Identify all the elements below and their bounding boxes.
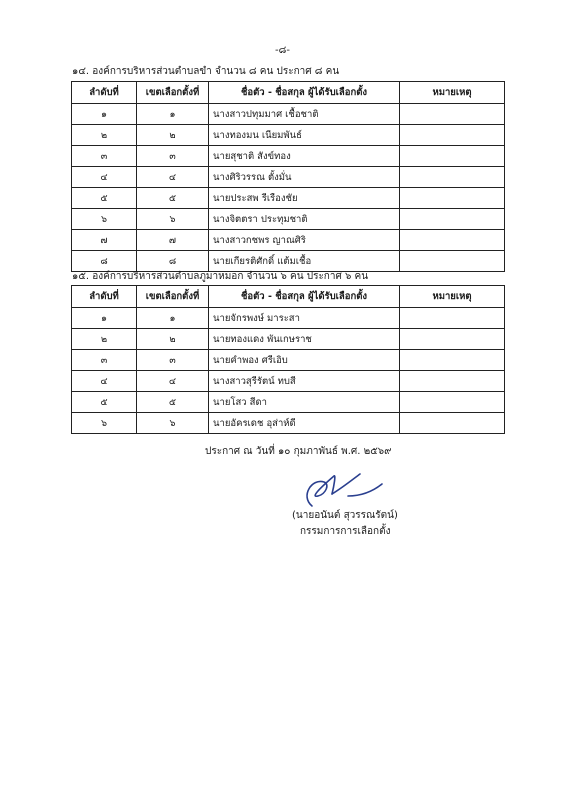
table-row [72,329,505,350]
name-cell: นางศิริวรรณ ตั้งมั่น [209,167,400,188]
district-cell: ๒ [137,329,209,350]
order-cell: ๖ [72,209,137,230]
section-15-table [71,285,505,434]
name-cell: นายอัครเดช อุส่าห์ดี [209,413,400,434]
table-row [72,350,505,371]
district-cell: ๒ [137,125,209,146]
name-cell: นายเกียรติศักดิ์ แต้มเชื้อ [209,251,400,272]
name-cell: นางจิตตรา ประทุมชาติ [209,209,400,230]
order-cell: ๓ [72,350,137,371]
table-header-row [72,82,505,104]
note-cell [400,125,505,146]
header-order: ลำดับที่ [72,82,137,104]
table-row [72,413,505,434]
district-cell: ๖ [137,413,209,434]
section-15-rows [72,308,505,434]
signature-icon [290,466,390,511]
table-row [72,188,505,209]
district-cell: ๕ [137,188,209,209]
name-cell: นายสุชาติ สังข์ทอง [209,146,400,167]
order-cell: ๖ [72,413,137,434]
name-cell: นายทองแดง พันเกษราช [209,329,400,350]
table-row [72,392,505,413]
page-number: -๘- [275,45,290,56]
district-cell: ๖ [137,209,209,230]
section-14-heading: ๑๔. องค์การบริหารส่วนตำบลขำ จำนวน ๘ คน ประกาศ ๘ คน [72,66,340,77]
signer-name: (นายอนันต์ สุวรรณรัตน์) [292,510,398,521]
district-cell: ๑ [137,104,209,125]
district-cell: ๔ [137,167,209,188]
section-14-table [71,81,505,272]
order-cell: ๑ [72,308,137,329]
note-cell [400,308,505,329]
district-cell: ๗ [137,230,209,251]
note-cell [400,350,505,371]
district-cell: ๑ [137,308,209,329]
order-cell: ๘ [72,251,137,272]
name-cell: นางสาวปทุมมาศ เชื้อชาติ [209,104,400,125]
header-note: หมายเหตุ [400,286,505,308]
table-row [72,209,505,230]
signer-title: กรรมการการเลือกตั้ง [300,526,391,537]
header-note: หมายเหตุ [400,82,505,104]
order-cell: ๗ [72,230,137,251]
note-cell [400,167,505,188]
table-header-row [72,286,505,308]
table-row [72,125,505,146]
name-cell: นายคำพอง ศรีเอิบ [209,350,400,371]
district-cell: ๓ [137,146,209,167]
table-row [72,146,505,167]
order-cell: ๔ [72,371,137,392]
section-15-heading: ๑๕. องค์การบริหารส่วนตำบลภูมาหมอก จำนวน ๖ คน ประกาศ ๖ คน [72,271,369,282]
district-cell: ๔ [137,371,209,392]
order-cell: ๕ [72,188,137,209]
district-cell: ๓ [137,350,209,371]
district-cell: ๕ [137,392,209,413]
order-cell: ๒ [72,329,137,350]
note-cell [400,413,505,434]
note-cell [400,392,505,413]
name-cell: นายจักรพงษ์ มาระสา [209,308,400,329]
header-district: เขตเลือกตั้งที่ [137,82,209,104]
table-row [72,371,505,392]
note-cell [400,230,505,251]
name-cell: นางสาวกชพร ญาณศิริ [209,230,400,251]
section-14-rows [72,104,505,272]
name-cell: นางสาวสุรีรัตน์ ทบสี [209,371,400,392]
name-cell: นายโสว สีดา [209,392,400,413]
order-cell: ๓ [72,146,137,167]
district-cell: ๘ [137,251,209,272]
order-cell: ๔ [72,167,137,188]
order-cell: ๒ [72,125,137,146]
table-row [72,308,505,329]
note-cell [400,329,505,350]
note-cell [400,209,505,230]
note-cell [400,104,505,125]
note-cell [400,251,505,272]
note-cell [400,371,505,392]
announcement-date: ประกาศ ณ วันที่ ๑๐ กุมภาพันธ์ พ.ศ. ๒๕๖๙ [205,446,392,457]
table-row [72,104,505,125]
header-order: ลำดับที่ [72,286,137,308]
table-row [72,230,505,251]
table-row [72,167,505,188]
header-name: ชื่อตัว - ชื่อสกุล ผู้ได้รับเลือกตั้ง [209,286,400,308]
note-cell [400,146,505,167]
name-cell: นายประสพ รีเรืองชัย [209,188,400,209]
order-cell: ๕ [72,392,137,413]
header-name: ชื่อตัว - ชื่อสกุล ผู้ได้รับเลือกตั้ง [209,82,400,104]
order-cell: ๑ [72,104,137,125]
header-district: เขตเลือกตั้งที่ [137,286,209,308]
note-cell [400,188,505,209]
name-cell: นางทองมน เนียมพันธ์ [209,125,400,146]
